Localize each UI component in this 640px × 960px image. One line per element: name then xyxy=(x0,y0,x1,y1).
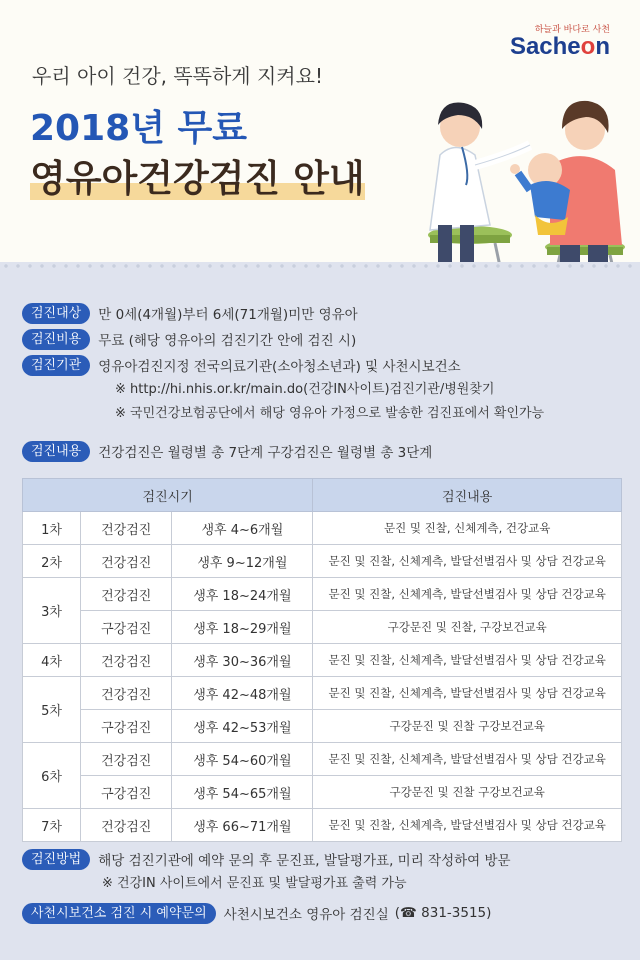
facility-note-nhis: ※ 국민건강보험공단에서 해당 영유아 가정으로 발송한 검진표에서 확인가능 xyxy=(115,406,545,421)
cost-text: 무료 (해당 영유아의 검진기간 안에 검진 시) xyxy=(98,333,357,349)
content-row xyxy=(22,438,622,464)
logo-part-c: n xyxy=(595,33,610,60)
phone-icon: ☎ xyxy=(400,905,417,921)
stage-cell: 2차 xyxy=(23,545,81,578)
stage-cell: 4차 xyxy=(23,644,81,677)
age-cell: 생후 18~24개월 xyxy=(172,578,313,611)
type-cell: 건강검진 xyxy=(81,578,172,611)
type-cell: 건강검진 xyxy=(81,512,172,545)
facility-badge: 검진기관 xyxy=(22,355,90,376)
method-text: 해당 검진기관에 예약 문의 후 문진표, 발달평가표, 미리 작성하여 방문 xyxy=(98,853,511,869)
page-title-line2 xyxy=(30,148,365,202)
content-cell: 구강문진 및 진찰 구강보건교육 xyxy=(313,710,622,743)
content-cell: 문진 및 진찰, 신체계측, 발달선별검사 및 상담 건강교육 xyxy=(313,809,622,842)
age-cell: 생후 54~65개월 xyxy=(172,776,313,809)
type-cell: 건강검진 xyxy=(81,545,172,578)
facility-text: 영유아검진지정 전국의료기관(소아청소년과) 및 사천시보건소 xyxy=(98,359,461,375)
info-section xyxy=(22,300,622,464)
facility-row xyxy=(22,352,622,378)
age-cell: 생후 54~60개월 xyxy=(172,743,313,776)
contact-badge: 사천시보건소 검진 시 예약문의 xyxy=(22,903,216,924)
page-title-line1: 2018년 무료 xyxy=(30,108,248,149)
table-row xyxy=(23,578,622,611)
age-cell: 생후 9~12개월 xyxy=(172,545,313,578)
target-text: 만 0세(4개월)부터 6세(71개월)미만 영유아 xyxy=(98,307,358,323)
type-cell: 건강검진 xyxy=(81,743,172,776)
table-row xyxy=(23,677,622,710)
header-period: 검진시기 xyxy=(23,479,313,512)
contact-phone: 831-3515 xyxy=(421,905,487,921)
content-badge: 검진내용 xyxy=(22,441,90,462)
logo-tagline: 하늘과 바다로 사천 xyxy=(534,25,610,35)
header-banner xyxy=(0,0,640,262)
sacheon-logo xyxy=(510,22,610,59)
age-cell: 생후 42~53개월 xyxy=(172,710,313,743)
type-cell: 구강검진 xyxy=(81,710,172,743)
method-note: ※ 건강IN 사이트에서 문진표 및 발달평가표 출력 가능 xyxy=(102,876,407,891)
logo-part-a: Sache xyxy=(509,33,581,60)
type-cell: 구강검진 xyxy=(81,776,172,809)
logo-wordmark xyxy=(510,35,610,59)
contact-text: 사천시보건소 영유아 검진실 xyxy=(223,907,389,923)
method-row xyxy=(22,846,622,872)
method-badge: 검진방법 xyxy=(22,849,90,870)
stage-cell: 5차 xyxy=(23,677,81,743)
content-cell: 문진 및 진찰, 신체계측, 발달선별검사 및 상담 건강교육 xyxy=(313,677,622,710)
content-cell: 구강문진 및 진찰, 구강보건교육 xyxy=(313,611,622,644)
type-cell: 건강검진 xyxy=(81,677,172,710)
contact-row xyxy=(22,900,622,926)
cost-badge: 검진비용 xyxy=(22,329,90,350)
table-row xyxy=(23,743,622,776)
checkup-schedule-table xyxy=(22,478,622,842)
doctor-mother-baby-illustration xyxy=(400,85,640,262)
age-cell: 생후 30~36개월 xyxy=(172,644,313,677)
header-content: 검진내용 xyxy=(313,479,622,512)
type-cell: 건강검진 xyxy=(81,809,172,842)
phone-group: (☎ 831-3515) xyxy=(394,905,492,921)
content-cell: 구강문진 및 진찰 구강보건교육 xyxy=(313,776,622,809)
logo-part-b: o xyxy=(580,33,596,60)
target-badge: 검진대상 xyxy=(22,303,90,324)
content-cell: 문진 및 진찰, 신체계측, 발달선별검사 및 상담 건강교육 xyxy=(313,644,622,677)
stage-cell: 6차 xyxy=(23,743,81,809)
table-row xyxy=(23,776,622,809)
content-cell: 문진 및 진찰, 신체계측, 발달선별검사 및 상담 건강교육 xyxy=(313,545,622,578)
content-cell: 문진 및 진찰, 신체계측, 발달선별검사 및 상담 건강교육 xyxy=(313,578,622,611)
age-cell: 생후 66~71개월 xyxy=(172,809,313,842)
table-row xyxy=(23,545,622,578)
table-row xyxy=(23,710,622,743)
cost-row xyxy=(22,326,622,352)
age-cell: 생후 42~48개월 xyxy=(172,677,313,710)
bottom-section xyxy=(22,846,622,926)
table-row xyxy=(23,512,622,545)
table-row xyxy=(23,611,622,644)
age-cell: 생후 18~29개월 xyxy=(172,611,313,644)
content-cell: 문진 및 진찰, 신체계측, 발달선별검사 및 상담 건강교육 xyxy=(313,743,622,776)
table-row xyxy=(23,644,622,677)
stage-cell: 3차 xyxy=(23,578,81,644)
facility-note-url: ※ http://hi.nhis.or.kr/main.do(건강IN사이트)검진기관/병원찾기 xyxy=(115,382,495,397)
content-text: 건강검진은 월령별 총 7단계 구강검진은 월령별 총 3단계 xyxy=(98,445,433,461)
age-cell: 생후 4~6개월 xyxy=(172,512,313,545)
type-cell: 건강검진 xyxy=(81,644,172,677)
title-highlight: 영유아건강검진 안내 xyxy=(30,157,365,200)
type-cell: 구강검진 xyxy=(81,611,172,644)
stage-cell: 1차 xyxy=(23,512,81,545)
table-row xyxy=(23,809,622,842)
stage-cell: 7차 xyxy=(23,809,81,842)
page-subtitle: 우리 아이 건강, 똑똑하게 지켜요! xyxy=(32,64,323,88)
target-row xyxy=(22,300,622,326)
dotted-divider xyxy=(0,262,640,270)
content-cell: 문진 및 진찰, 신체계측, 건강교육 xyxy=(313,512,622,545)
